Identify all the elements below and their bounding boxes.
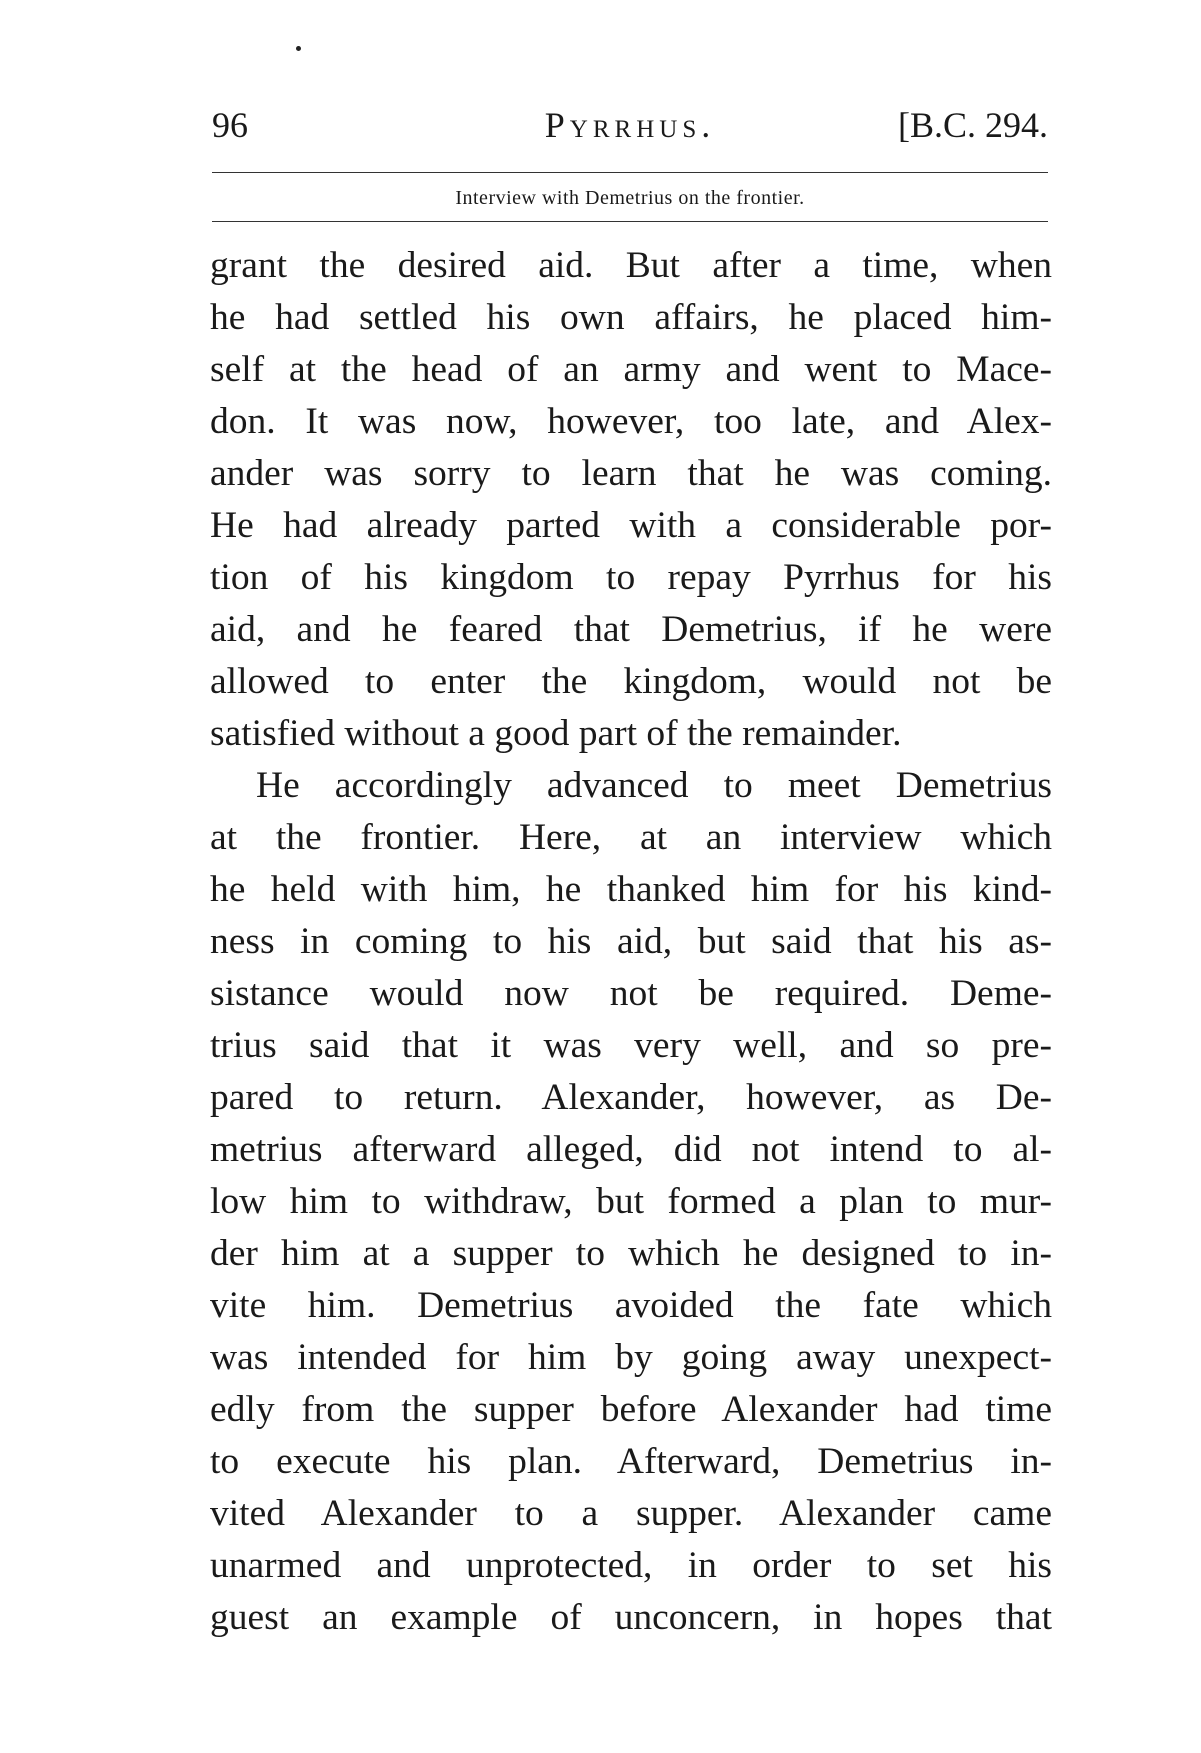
text-line: satisfied without a good part of the remainder.: [210, 713, 902, 754]
date-marker: [B.C. 294.: [897, 105, 1048, 145]
body-text: [210, 240, 1052, 1644]
text-line: vite him. Demetrius avoided the fate which: [210, 1285, 1052, 1326]
text-line: metrius afterward alleged, did not intend to al-: [210, 1129, 1052, 1170]
text-line: He had already parted with a considerable por-: [210, 505, 1052, 546]
text-line: vited Alexander to a supper. Alexander came: [210, 1493, 1052, 1534]
text-line: aid, and he feared that Demetrius, if he were: [210, 609, 1052, 650]
text-line: tion of his kingdom to repay Pyrrhus for his: [210, 557, 1052, 598]
text-line: low him to withdraw, but formed a plan to mur-: [210, 1181, 1052, 1222]
text-line: He accordingly advanced to meet Demetrius: [256, 765, 1052, 806]
page-number: 96: [212, 105, 248, 145]
text-line: he had settled his own affairs, he placed him-: [210, 297, 1052, 338]
ink-speck: [296, 46, 301, 51]
text-line: grant the desired aid. But after a time, when: [210, 245, 1052, 286]
book-title: Pyrrhus.: [544, 105, 716, 145]
text-line: he held with him, he thanked him for his kind-: [210, 869, 1052, 910]
text-line: self at the head of an army and went to Mace-: [210, 349, 1052, 390]
text-line: ander was sorry to learn that he was coming.: [210, 453, 1052, 494]
header-rule-bottom: [212, 221, 1048, 222]
text-line: trius said that it was very well, and so pre-: [210, 1025, 1052, 1066]
text-line: was intended for him by going away unexpect-: [210, 1337, 1052, 1378]
text-line: unarmed and unprotected, in order to set his: [210, 1545, 1052, 1586]
text-line: ness in coming to his aid, but said that his as-: [210, 921, 1052, 962]
text-line: don. It was now, however, too late, and Alex-: [210, 401, 1052, 442]
section-subheading: Interview with Demetrius on the frontier.: [455, 187, 805, 209]
text-line: allowed to enter the kingdom, would not be: [210, 661, 1052, 702]
text-line: sistance would now not be required. Deme-: [210, 973, 1052, 1014]
text-line: edly from the supper before Alexander had time: [210, 1389, 1052, 1430]
text-line: guest an example of unconcern, in hopes that: [210, 1597, 1052, 1638]
text-line: der him at a supper to which he designed to in-: [210, 1233, 1052, 1274]
text-line: to execute his plan. Afterward, Demetrius in-: [210, 1441, 1052, 1482]
running-head: [212, 100, 1048, 150]
text-line: at the frontier. Here, at an interview which: [210, 817, 1052, 858]
text-line: pared to return. Alexander, however, as De-: [210, 1077, 1052, 1118]
header-rule-top: [212, 172, 1048, 173]
